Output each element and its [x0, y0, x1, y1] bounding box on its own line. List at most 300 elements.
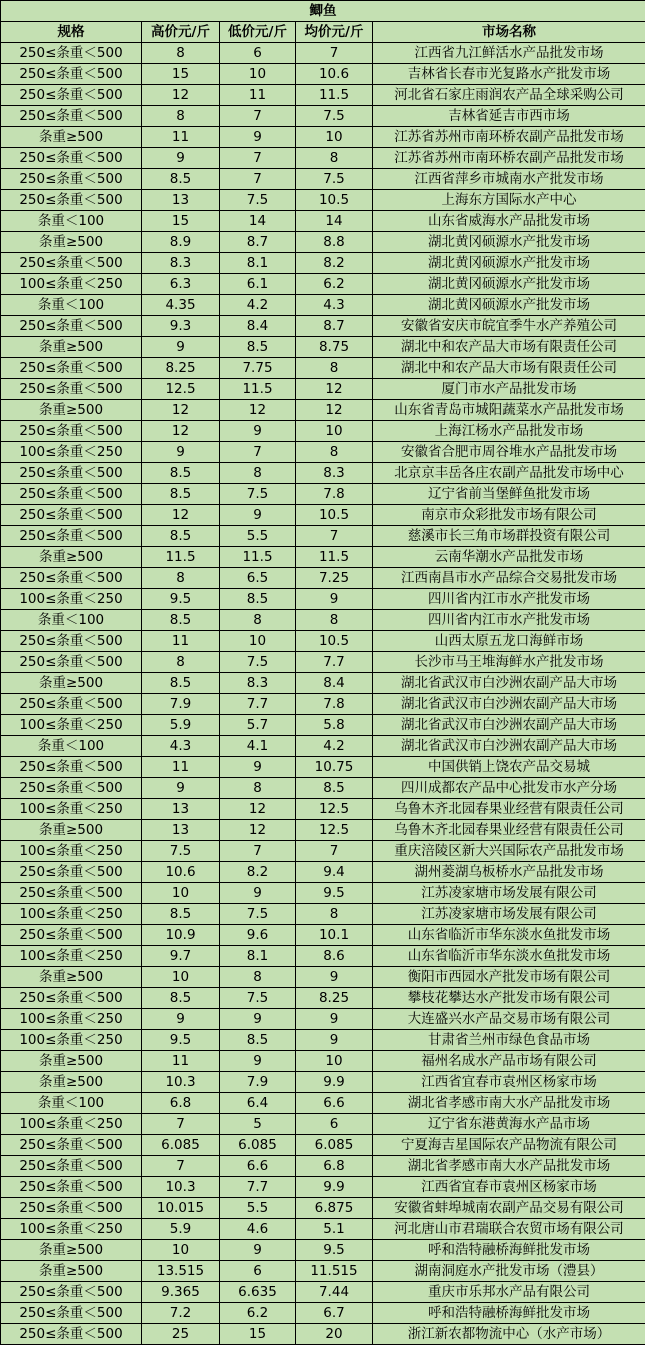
- cell-avg-price: 7.5: [296, 169, 373, 190]
- cell-spec: 100≤条重＜250: [1, 589, 142, 610]
- cell-low-price: 11: [220, 85, 296, 106]
- cell-avg-price: 7.8: [296, 484, 373, 505]
- cell-spec: 100≤条重＜250: [1, 841, 142, 862]
- cell-market-name: 湖北省武汉市白沙洲农副产品大市场: [373, 715, 645, 736]
- table-row: [1, 841, 645, 862]
- cell-spec: 250≤条重＜500: [1, 862, 142, 883]
- cell-high-price: 8.5: [142, 169, 220, 190]
- table-row: [1, 421, 645, 442]
- cell-low-price: 7: [220, 106, 296, 127]
- cell-avg-price: 8.5: [296, 778, 373, 799]
- cell-avg-price: 20: [296, 1324, 373, 1345]
- cell-avg-price: 5.1: [296, 1219, 373, 1240]
- table-row: [1, 736, 645, 757]
- cell-low-price: 8.7: [220, 232, 296, 253]
- cell-spec: 条重≥500: [1, 1051, 142, 1072]
- cell-high-price: 9: [142, 1009, 220, 1030]
- cell-avg-price: 9.9: [296, 1072, 373, 1093]
- cell-market-name: 大连盛兴水产品交易市场有限公司: [373, 1009, 645, 1030]
- cell-high-price: 12: [142, 505, 220, 526]
- cell-high-price: 5.9: [142, 1219, 220, 1240]
- cell-high-price: 8: [142, 568, 220, 589]
- cell-spec: 250≤条重＜500: [1, 358, 142, 379]
- cell-high-price: 9: [142, 337, 220, 358]
- cell-low-price: 6: [220, 43, 296, 64]
- cell-spec: 条重＜100: [1, 1093, 142, 1114]
- cell-market-name: 重庆涪陵区新大兴国际农产品批发市场: [373, 841, 645, 862]
- cell-avg-price: 9.5: [296, 883, 373, 904]
- cell-avg-price: 6.6: [296, 1093, 373, 1114]
- table-row: [1, 127, 645, 148]
- table-row: [1, 904, 645, 925]
- cell-spec: 250≤条重＜500: [1, 1198, 142, 1219]
- cell-low-price: 4.6: [220, 1219, 296, 1240]
- cell-high-price: 10.3: [142, 1177, 220, 1198]
- cell-market-name: 辽宁省东港黄海水产品市场: [373, 1114, 645, 1135]
- cell-low-price: 11.5: [220, 379, 296, 400]
- table-row: [1, 1156, 645, 1177]
- table-row: [1, 484, 645, 505]
- cell-low-price: 7.5: [220, 190, 296, 211]
- cell-market-name: 四川成都农产品中心批发市水产分场: [373, 778, 645, 799]
- cell-low-price: 9: [220, 505, 296, 526]
- cell-low-price: 6: [220, 1261, 296, 1282]
- cell-avg-price: 12.5: [296, 820, 373, 841]
- cell-avg-price: 7.25: [296, 568, 373, 589]
- cell-market-name: 山西太原五龙口海鲜市场: [373, 631, 645, 652]
- cell-market-name: 呼和浩特融桥海鲜批发市场: [373, 1303, 645, 1324]
- cell-spec: 条重＜100: [1, 736, 142, 757]
- cell-avg-price: 4.3: [296, 295, 373, 316]
- cell-low-price: 11.5: [220, 547, 296, 568]
- table-row: [1, 1303, 645, 1324]
- table-row: [1, 316, 645, 337]
- table-row: [1, 463, 645, 484]
- table-row: [1, 1261, 645, 1282]
- cell-avg-price: 4.2: [296, 736, 373, 757]
- cell-high-price: 11: [142, 631, 220, 652]
- table-row: [1, 820, 645, 841]
- cell-avg-price: 9.9: [296, 1177, 373, 1198]
- cell-avg-price: 10.75: [296, 757, 373, 778]
- cell-avg-price: 10.5: [296, 505, 373, 526]
- cell-avg-price: 7: [296, 526, 373, 547]
- cell-high-price: 25: [142, 1324, 220, 1345]
- cell-avg-price: 6.875: [296, 1198, 373, 1219]
- table-row: [1, 1093, 645, 1114]
- cell-spec: 250≤条重＜500: [1, 1303, 142, 1324]
- header-avg-price: 均价元/斤: [296, 22, 373, 43]
- cell-avg-price: 10: [296, 421, 373, 442]
- cell-spec: 250≤条重＜500: [1, 148, 142, 169]
- cell-market-name: 湖北黄冈硕源水产批发市场: [373, 253, 645, 274]
- cell-market-name: 四川省内江市水产批发市场: [373, 610, 645, 631]
- table-row: [1, 85, 645, 106]
- cell-low-price: 8.3: [220, 673, 296, 694]
- cell-market-name: 山东省临沂市华东淡水鱼批发市场: [373, 946, 645, 967]
- cell-high-price: 5.9: [142, 715, 220, 736]
- cell-avg-price: 8.7: [296, 316, 373, 337]
- cell-high-price: 8.5: [142, 988, 220, 1009]
- cell-high-price: 12: [142, 400, 220, 421]
- cell-low-price: 9: [220, 1051, 296, 1072]
- cell-spec: 条重≥500: [1, 232, 142, 253]
- cell-low-price: 7: [220, 148, 296, 169]
- cell-spec: 条重＜100: [1, 610, 142, 631]
- cell-high-price: 7.2: [142, 1303, 220, 1324]
- table-row: [1, 568, 645, 589]
- cell-high-price: 6.8: [142, 1093, 220, 1114]
- cell-avg-price: 6.2: [296, 274, 373, 295]
- cell-avg-price: 6: [296, 1114, 373, 1135]
- table-row: [1, 1219, 645, 1240]
- cell-high-price: 9.5: [142, 589, 220, 610]
- cell-avg-price: 7: [296, 841, 373, 862]
- cell-high-price: 8.3: [142, 253, 220, 274]
- cell-low-price: 8: [220, 967, 296, 988]
- cell-spec: 条重≥500: [1, 547, 142, 568]
- table-row: [1, 967, 645, 988]
- cell-market-name: 河北省石家庄雨润农产品全球采购公司: [373, 85, 645, 106]
- cell-avg-price: 9.4: [296, 862, 373, 883]
- cell-spec: 100≤条重＜250: [1, 904, 142, 925]
- cell-market-name: 慈溪市长三角市场群投资有限公司: [373, 526, 645, 547]
- cell-avg-price: 8.3: [296, 463, 373, 484]
- cell-high-price: 7: [142, 1156, 220, 1177]
- cell-low-price: 7.5: [220, 652, 296, 673]
- cell-high-price: 9.7: [142, 946, 220, 967]
- cell-spec: 100≤条重＜250: [1, 1219, 142, 1240]
- cell-market-name: 安徽省安庆市皖宜季牛水产养殖公司: [373, 316, 645, 337]
- cell-spec: 250≤条重＜500: [1, 64, 142, 85]
- cell-avg-price: 8.4: [296, 673, 373, 694]
- cell-low-price: 12: [220, 820, 296, 841]
- cell-high-price: 8.5: [142, 526, 220, 547]
- cell-high-price: 4.35: [142, 295, 220, 316]
- cell-market-name: 湖北省孝感市南大水产品批发市场: [373, 1093, 645, 1114]
- cell-low-price: 14: [220, 211, 296, 232]
- cell-low-price: 7: [220, 169, 296, 190]
- cell-market-name: 衡阳市西园水产批发市场有限公司: [373, 967, 645, 988]
- cell-avg-price: 8: [296, 442, 373, 463]
- cell-high-price: 9.365: [142, 1282, 220, 1303]
- table-row: [1, 274, 645, 295]
- cell-spec: 条重≥500: [1, 127, 142, 148]
- cell-spec: 250≤条重＜500: [1, 631, 142, 652]
- cell-high-price: 13.515: [142, 1261, 220, 1282]
- cell-high-price: 6.085: [142, 1135, 220, 1156]
- cell-avg-price: 11.5: [296, 85, 373, 106]
- table-row: [1, 148, 645, 169]
- cell-low-price: 7: [220, 442, 296, 463]
- cell-high-price: 8: [142, 43, 220, 64]
- cell-market-name: 湖南洞庭水产批发市场（澧县）: [373, 1261, 645, 1282]
- table-row: [1, 1198, 645, 1219]
- cell-high-price: 10.015: [142, 1198, 220, 1219]
- cell-market-name: 浙江新农都物流中心（水产市场）: [373, 1324, 645, 1345]
- cell-market-name: 河北唐山市君瑞联合农贸市场有限公司: [373, 1219, 645, 1240]
- cell-spec: 条重≥500: [1, 673, 142, 694]
- cell-spec: 250≤条重＜500: [1, 694, 142, 715]
- cell-high-price: 11: [142, 1051, 220, 1072]
- cell-high-price: 10: [142, 883, 220, 904]
- cell-high-price: 8.5: [142, 463, 220, 484]
- cell-avg-price: 11.5: [296, 547, 373, 568]
- table-row: [1, 988, 645, 1009]
- cell-low-price: 5.5: [220, 1198, 296, 1219]
- cell-market-name: 江西省萍乡市城南水产批发市场: [373, 169, 645, 190]
- cell-avg-price: 6.8: [296, 1156, 373, 1177]
- cell-spec: 条重≥500: [1, 1261, 142, 1282]
- table-row: [1, 1114, 645, 1135]
- cell-high-price: 15: [142, 211, 220, 232]
- cell-market-name: 宁夏海吉星国际农产品物流有限公司: [373, 1135, 645, 1156]
- cell-avg-price: 8.25: [296, 988, 373, 1009]
- cell-spec: 100≤条重＜250: [1, 946, 142, 967]
- cell-spec: 250≤条重＜500: [1, 253, 142, 274]
- table-row: [1, 547, 645, 568]
- cell-spec: 250≤条重＜500: [1, 988, 142, 1009]
- table-row: [1, 883, 645, 904]
- header-spec: 规格: [1, 22, 142, 43]
- cell-market-name: 湖北中和农产品大市场有限责任公司: [373, 337, 645, 358]
- cell-low-price: 7.75: [220, 358, 296, 379]
- cell-high-price: 9: [142, 778, 220, 799]
- cell-high-price: 13: [142, 190, 220, 211]
- cell-avg-price: 7.5: [296, 106, 373, 127]
- cell-market-name: 中国供销上饶农产品交易城: [373, 757, 645, 778]
- cell-high-price: 10.9: [142, 925, 220, 946]
- table-row: [1, 232, 645, 253]
- cell-low-price: 7.7: [220, 694, 296, 715]
- table-row: [1, 190, 645, 211]
- table-row: [1, 799, 645, 820]
- table-row: [1, 1051, 645, 1072]
- cell-high-price: 13: [142, 799, 220, 820]
- cell-avg-price: 7: [296, 43, 373, 64]
- cell-spec: 250≤条重＜500: [1, 568, 142, 589]
- cell-high-price: 9.5: [142, 1030, 220, 1051]
- cell-market-name: 湖北中和农产品大市场有限责任公司: [373, 358, 645, 379]
- cell-spec: 条重＜100: [1, 295, 142, 316]
- cell-low-price: 7.5: [220, 484, 296, 505]
- cell-high-price: 8.5: [142, 904, 220, 925]
- table-row: [1, 673, 645, 694]
- cell-low-price: 9: [220, 1009, 296, 1030]
- cell-spec: 250≤条重＜500: [1, 85, 142, 106]
- cell-high-price: 12: [142, 421, 220, 442]
- table-row: [1, 694, 645, 715]
- cell-avg-price: 14: [296, 211, 373, 232]
- table-row: [1, 1030, 645, 1051]
- cell-high-price: 8.9: [142, 232, 220, 253]
- cell-high-price: 11.5: [142, 547, 220, 568]
- table-row: [1, 1324, 645, 1345]
- cell-spec: 250≤条重＜500: [1, 1177, 142, 1198]
- cell-market-name: 重庆市乐邦水产品有限公司: [373, 1282, 645, 1303]
- cell-market-name: 江西南昌市水产品综合交易批发市场: [373, 568, 645, 589]
- cell-low-price: 5: [220, 1114, 296, 1135]
- cell-low-price: 6.635: [220, 1282, 296, 1303]
- cell-market-name: 吉林省延吉市西市场: [373, 106, 645, 127]
- cell-spec: 250≤条重＜500: [1, 925, 142, 946]
- cell-spec: 条重≥500: [1, 820, 142, 841]
- cell-market-name: 湖北黄冈硕源水产批发市场: [373, 295, 645, 316]
- cell-low-price: 6.085: [220, 1135, 296, 1156]
- cell-market-name: 甘肃省兰州市绿色食品市场: [373, 1030, 645, 1051]
- cell-high-price: 8: [142, 106, 220, 127]
- cell-low-price: 9: [220, 1240, 296, 1261]
- cell-avg-price: 8: [296, 148, 373, 169]
- cell-market-name: 湖北省武汉市白沙洲农副产品大市场: [373, 694, 645, 715]
- cell-spec: 250≤条重＜500: [1, 169, 142, 190]
- cell-market-name: 安徽省合肥市周谷堆水产品批发市场: [373, 442, 645, 463]
- cell-high-price: 10.6: [142, 862, 220, 883]
- cell-low-price: 12: [220, 400, 296, 421]
- cell-high-price: 7: [142, 1114, 220, 1135]
- cell-low-price: 10: [220, 631, 296, 652]
- table-row: [1, 358, 645, 379]
- cell-avg-price: 11.515: [296, 1261, 373, 1282]
- cell-low-price: 7: [220, 841, 296, 862]
- cell-low-price: 4.1: [220, 736, 296, 757]
- table-row: [1, 757, 645, 778]
- cell-high-price: 10.3: [142, 1072, 220, 1093]
- cell-high-price: 9: [142, 442, 220, 463]
- cell-avg-price: 10.1: [296, 925, 373, 946]
- cell-market-name: 湖北黄冈硕源水产批发市场: [373, 232, 645, 253]
- cell-spec: 250≤条重＜500: [1, 505, 142, 526]
- cell-market-name: 福州名成水产品市场有限公司: [373, 1051, 645, 1072]
- cell-high-price: 8.25: [142, 358, 220, 379]
- cell-market-name: 安徽省蚌埠城南农副产品交易有限公司: [373, 1198, 645, 1219]
- cell-high-price: 10: [142, 967, 220, 988]
- table-row: [1, 589, 645, 610]
- cell-low-price: 6.6: [220, 1156, 296, 1177]
- cell-market-name: 江西省九江鲜活水产品批发市场: [373, 43, 645, 64]
- cell-low-price: 7.5: [220, 988, 296, 1009]
- cell-avg-price: 12.5: [296, 799, 373, 820]
- cell-avg-price: 7.44: [296, 1282, 373, 1303]
- cell-low-price: 8.5: [220, 1030, 296, 1051]
- cell-spec: 250≤条重＜500: [1, 778, 142, 799]
- cell-low-price: 8.4: [220, 316, 296, 337]
- cell-market-name: 吉林省长春市光复路水产批发市场: [373, 64, 645, 85]
- cell-market-name: 湖北省武汉市白沙洲农副产品大市场: [373, 673, 645, 694]
- cell-high-price: 8: [142, 652, 220, 673]
- cell-market-name: 山东省威海水产品批发市场: [373, 211, 645, 232]
- cell-market-name: 四川省内江市水产批发市场: [373, 589, 645, 610]
- cell-market-name: 湖北省武汉市白沙洲农副产品大市场: [373, 736, 645, 757]
- table-row: [1, 505, 645, 526]
- cell-avg-price: 8.6: [296, 946, 373, 967]
- cell-high-price: 9.3: [142, 316, 220, 337]
- table-row: [1, 1177, 645, 1198]
- cell-market-name: 北京京丰岳各庄农副产品批发市场中心: [373, 463, 645, 484]
- table-row: [1, 610, 645, 631]
- table-row: [1, 253, 645, 274]
- cell-avg-price: 8: [296, 358, 373, 379]
- table-row: [1, 1072, 645, 1093]
- cell-avg-price: 10: [296, 127, 373, 148]
- cell-spec: 250≤条重＜500: [1, 757, 142, 778]
- cell-avg-price: 8.75: [296, 337, 373, 358]
- table-row: [1, 295, 645, 316]
- cell-high-price: 7.5: [142, 841, 220, 862]
- cell-spec: 250≤条重＜500: [1, 106, 142, 127]
- cell-spec: 250≤条重＜500: [1, 190, 142, 211]
- cell-high-price: 4.3: [142, 736, 220, 757]
- cell-spec: 100≤条重＜250: [1, 442, 142, 463]
- cell-market-name: 湖北黄冈硕源水产批发市场: [373, 274, 645, 295]
- cell-avg-price: 12: [296, 400, 373, 421]
- cell-low-price: 7.9: [220, 1072, 296, 1093]
- table-row: [1, 211, 645, 232]
- cell-spec: 条重≥500: [1, 967, 142, 988]
- cell-spec: 100≤条重＜250: [1, 274, 142, 295]
- cell-high-price: 7.9: [142, 694, 220, 715]
- cell-market-name: 南京市众彩批发市场有限公司: [373, 505, 645, 526]
- table-row: [1, 715, 645, 736]
- cell-low-price: 9: [220, 883, 296, 904]
- cell-avg-price: 8.2: [296, 253, 373, 274]
- cell-low-price: 7.5: [220, 904, 296, 925]
- cell-avg-price: 10.6: [296, 64, 373, 85]
- cell-avg-price: 9: [296, 967, 373, 988]
- cell-market-name: 江苏凌家塘市场发展有限公司: [373, 904, 645, 925]
- table-row: [1, 778, 645, 799]
- table-row: [1, 169, 645, 190]
- cell-avg-price: 9.5: [296, 1240, 373, 1261]
- cell-market-name: 长沙市马王堆海鲜水产批发市场: [373, 652, 645, 673]
- cell-low-price: 9: [220, 757, 296, 778]
- table-row: [1, 400, 645, 421]
- cell-low-price: 15: [220, 1324, 296, 1345]
- cell-avg-price: 9: [296, 1009, 373, 1030]
- cell-spec: 250≤条重＜500: [1, 1282, 142, 1303]
- cell-low-price: 6.1: [220, 274, 296, 295]
- table-row: [1, 925, 645, 946]
- table-body: [1, 43, 645, 1345]
- cell-market-name: 乌鲁木齐北园春果业经营有限责任公司: [373, 820, 645, 841]
- cell-spec: 250≤条重＜500: [1, 421, 142, 442]
- cell-avg-price: 8.8: [296, 232, 373, 253]
- cell-low-price: 10: [220, 64, 296, 85]
- cell-market-name: 厦门市水产品批发市场: [373, 379, 645, 400]
- table-row: [1, 1135, 645, 1156]
- cell-spec: 条重≥500: [1, 1240, 142, 1261]
- cell-market-name: 湖州菱湖乌板桥水产品批发市场: [373, 862, 645, 883]
- cell-avg-price: 10.5: [296, 190, 373, 211]
- cell-spec: 250≤条重＜500: [1, 463, 142, 484]
- cell-market-name: 攀枝花攀达水产批发市场有限公司: [373, 988, 645, 1009]
- cell-market-name: 江苏凌家塘市场发展有限公司: [373, 883, 645, 904]
- cell-low-price: 8.1: [220, 253, 296, 274]
- cell-market-name: 江西省宜春市袁州区杨家市场: [373, 1177, 645, 1198]
- cell-market-name: 云南华潮水产品批发市场: [373, 547, 645, 568]
- cell-high-price: 12.5: [142, 379, 220, 400]
- table-row: [1, 652, 645, 673]
- cell-high-price: 8.5: [142, 673, 220, 694]
- cell-low-price: 8.5: [220, 337, 296, 358]
- cell-high-price: 11: [142, 757, 220, 778]
- cell-market-name: 江苏省苏州市南环桥农副产品批发市场: [373, 127, 645, 148]
- table-row: [1, 337, 645, 358]
- table-row: [1, 43, 645, 64]
- cell-high-price: 10: [142, 1240, 220, 1261]
- cell-avg-price: 9: [296, 1030, 373, 1051]
- cell-spec: 100≤条重＜250: [1, 799, 142, 820]
